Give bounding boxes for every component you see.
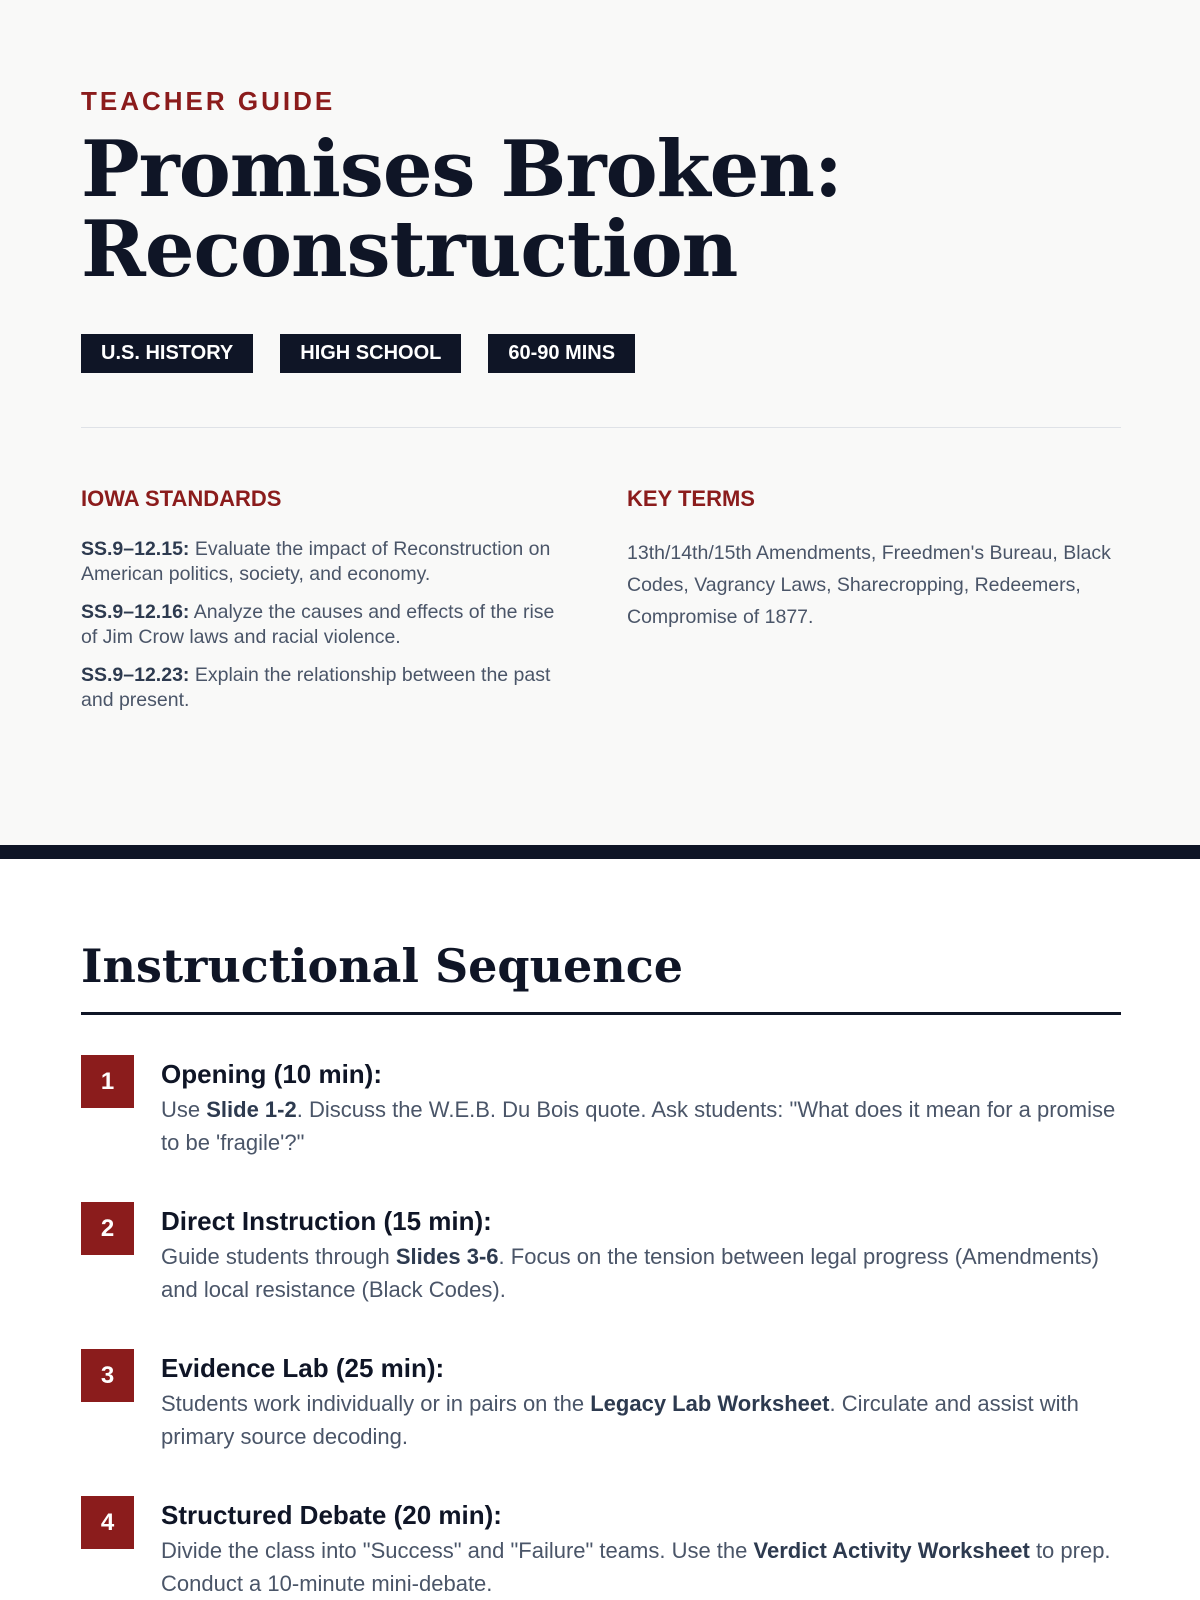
standard-text: Explain the relationship between the past and present. xyxy=(81,664,551,711)
step-number-badge: 3 xyxy=(81,1349,134,1402)
step-body xyxy=(161,1351,1121,1453)
step-description xyxy=(161,1534,1121,1600)
eyebrow-label: TEACHER GUIDE xyxy=(81,86,336,116)
standard-code: SS.9–12.16: xyxy=(81,601,190,623)
step-description xyxy=(161,1240,1121,1306)
tag-level: HIGH SCHOOL xyxy=(280,334,461,373)
step-text-part: to prep. Conduct a 10-minute mini-debate. xyxy=(161,1538,1111,1596)
title-line-1: Promises Broken: xyxy=(81,124,842,215)
step-number-badge: 2 xyxy=(81,1202,134,1255)
standard-item xyxy=(81,537,561,587)
tag-subject: U.S. HISTORY xyxy=(81,334,253,373)
step-title: Evidence Lab (25 min): xyxy=(161,1353,445,1383)
step-text-part: . Focus on the tension between legal progress (Amendments) and local resistance (Black Codes). xyxy=(161,1244,1099,1302)
step-title: Opening (10 min): xyxy=(161,1059,382,1089)
step-number-badge: 4 xyxy=(81,1496,134,1549)
step-text-part: . Circulate and assist with primary source decoding. xyxy=(161,1391,1079,1449)
standard-text: Evaluate the impact of Reconstruction on American politics, society, and economy. xyxy=(81,538,551,585)
section-divider-bar xyxy=(0,845,1200,859)
step-text-part: Guide students through xyxy=(161,1244,396,1269)
step-description xyxy=(161,1387,1121,1453)
step-text-bold: Slides 3-6 xyxy=(395,1244,499,1269)
step-text-part: Divide the class into "Success" and "Failure" teams. Use the xyxy=(161,1538,754,1563)
sequence-heading: Instructional Sequence xyxy=(81,939,684,993)
sequence-rule xyxy=(81,1012,1121,1015)
standard-item xyxy=(81,663,561,713)
standard-text: Analyze the causes and effects of the rise of Jim Crow laws and racial violence. xyxy=(81,601,555,648)
step-body xyxy=(161,1498,1121,1600)
page-title xyxy=(81,124,1131,295)
title-line-2: Reconstruction xyxy=(81,204,738,295)
step-text-bold: Slide 1-2 xyxy=(206,1097,297,1122)
tag-list xyxy=(81,334,635,373)
standard-code: SS.9–12.15: xyxy=(81,538,190,560)
step-text-bold: Legacy Lab Worksheet xyxy=(590,1391,830,1416)
step-text-part: Use xyxy=(161,1097,207,1122)
standard-item xyxy=(81,600,561,650)
key-terms-text: 13th/14th/15th Amendments, Freedmen's Bureau, Black Codes, Vagrancy Laws, Sharecropping, Redeemers, Compromise of 1877. xyxy=(627,542,1111,628)
step-title: Direct Instruction (15 min): xyxy=(161,1206,492,1236)
standards-list xyxy=(81,537,561,726)
step-text-part: . Discuss the W.E.B. Du Bois quote. Ask students: "What does it mean for a promise to be 'fragile'?" xyxy=(161,1097,1116,1155)
key-terms-heading: KEY TERMS xyxy=(627,486,755,511)
step-body xyxy=(161,1204,1121,1306)
step-title: Structured Debate (20 min): xyxy=(161,1500,502,1530)
step-text-part: Students work individually or in pairs on the xyxy=(161,1391,591,1416)
standard-code: SS.9–12.23: xyxy=(81,664,190,686)
standards-heading: IOWA STANDARDS xyxy=(81,486,282,511)
step-description xyxy=(161,1093,1121,1159)
step-number-badge: 1 xyxy=(81,1055,134,1108)
header-divider xyxy=(81,427,1121,428)
step-text-bold: Verdict Activity Worksheet xyxy=(753,1538,1030,1563)
step-body xyxy=(161,1057,1121,1159)
tag-duration: 60-90 MINS xyxy=(488,334,635,373)
